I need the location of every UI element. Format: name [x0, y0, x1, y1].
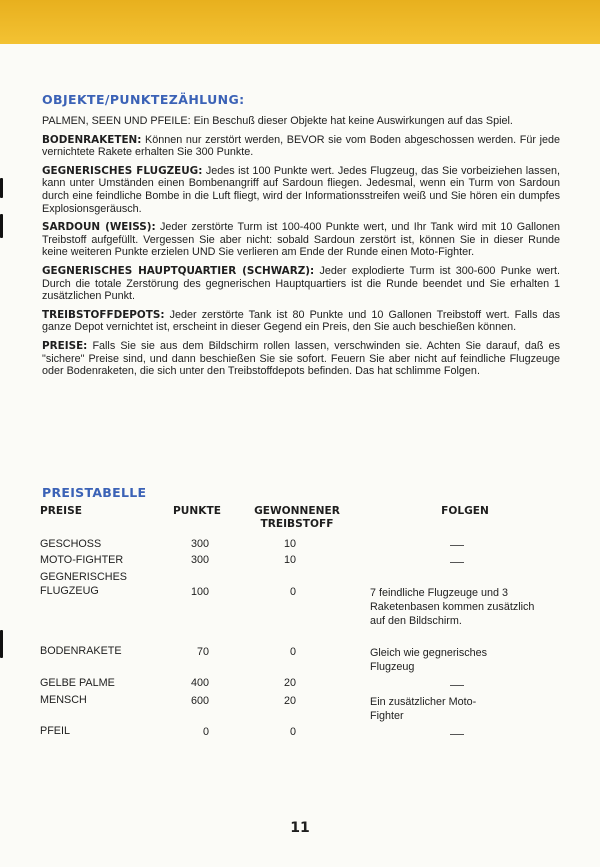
section-title: OBJEKTE/PUNKTEZÄHLUNG:	[42, 92, 245, 107]
prize-cell: BODENRAKETE	[40, 645, 122, 657]
fuel-cell: 0	[289, 586, 296, 598]
points-cell: 600	[190, 695, 209, 707]
paragraph-sardoun: SARDOUN (WEISS): Jeder zerstörte Turm ist 100-400 Punkte wert, und Ihr Tank wird mit 10 Gallonen Treibstoff aufgefüllt. Vergessen Sie aber nicht: sobald Sardoun zerstört ist, können Sie in dieser Runde keine weiteren Punkte erzielen UND Sie verlieren am Ende der Runde einen Moto-Fighter.	[42, 221, 560, 259]
prize-cell: PFEIL	[40, 725, 71, 737]
top-color-band	[0, 0, 600, 44]
binding-mark	[0, 630, 3, 658]
points-cell: 300	[190, 538, 209, 550]
prize-cell: GEGNERISCHES FLUGZEUG	[40, 571, 127, 597]
consequences-dash	[450, 562, 464, 563]
fuel-cell: 20	[283, 695, 296, 707]
paragraph-hauptquartier: GEGNERISCHES HAUPTQUARTIER (SCHWARZ): Jeder explodierte Turm ist 300-600 Punke wert. Durch die totale Zerstörung des gegnerischen Hauptquartiers ist die Runde beendet und Sie erhalten 1 zusätzlichen Punkt.	[42, 264, 560, 303]
fuel-cell: 10	[283, 554, 296, 566]
fuel-cell: 10	[283, 538, 296, 550]
paragraph-treibstoffdepots: TREIBSTOFFDEPOTS: Jeder zerstörte Tank ist 80 Punkte und 10 Gallonen Treibstoff wert. Falls das ganze Depot vernichtet ist, erscheint in dieser Gegend ein Preis, den Sie auch beschießen können.	[42, 308, 560, 334]
points-cell: 100	[190, 586, 209, 598]
paragraph-bodenraketen: BODENRAKETEN: Können nur zerstört werden, BEVOR sie vom Boden abgeschossen werden. Für jede vernichtete Rakete erhalten Sie 300 Punkte.	[42, 133, 560, 159]
fuel-cell: 0	[289, 726, 296, 738]
binding-mark	[0, 214, 3, 238]
binding-mark	[0, 178, 3, 198]
prize-cell: GESCHOSS	[40, 538, 102, 550]
header-consequences: FOLGEN	[441, 505, 489, 517]
header-fuel: GEWONNENER TREIBSTOFF	[254, 505, 340, 530]
consequences-cell: Ein zusätzlicher Moto-Fighter	[370, 696, 477, 722]
scoring-section	[40, 92, 560, 384]
price-table-title: PREISTABELLE	[42, 485, 147, 500]
page-number: 11	[290, 820, 310, 836]
consequences-cell: Gleich wie gegnerisches Flugzeug	[370, 647, 488, 673]
prize-cell: MOTO-FIGHTER	[40, 554, 124, 566]
paragraph-palmen: PALMEN, SEEN UND PFEILE: Ein Beschuß dieser Objekte hat keine Auswirkungen auf das Spiel.	[42, 115, 513, 127]
header-prize: PREISE	[40, 505, 82, 517]
fuel-cell: 0	[289, 646, 296, 658]
paragraph-flugzeug: GEGNERISCHES FLUGZEUG: Jedes ist 100 Punkte wert. Jedes Flugzeug, das Sie vorbeiziehen lassen, kann unter Umständen einen Bombenangriff auf Sardoun fliegen. Jedesmal, wenn ein Turm von Sardoun durch eine feindliche Bombe in die Luft fliegt, wird der Informationsstreifen weiß und Sie hören ein dumpfes Explosionsgeräusch.	[42, 164, 560, 215]
points-cell: 300	[190, 554, 209, 566]
consequences-dash	[450, 734, 464, 735]
fuel-cell: 20	[283, 677, 296, 689]
consequences-cell: 7 feindliche Flugzeuge und 3 Raketenbasen kommen zusätzlich auf den Bildschirm.	[370, 587, 535, 627]
header-points: PUNKTE	[173, 505, 221, 517]
points-cell: 0	[202, 726, 209, 738]
consequences-dash	[450, 545, 464, 546]
prize-cell: GELBE PALME	[40, 677, 115, 689]
consequences-dash	[450, 685, 464, 686]
points-cell: 70	[196, 646, 209, 658]
paragraph-preise: PREISE: Falls Sie sie aus dem Bildschirm rollen lassen, verschwinden sie. Achten Sie darauf, daß es "sichere" Preise sind, und dann beschießen Sie sie sofort. Feuern Sie aber nicht auf feindliche Flugzeuge oder Bodenraketen, die sich unter den Treibstoffdepots befinden. Das hat schlimme Folgen.	[42, 339, 560, 378]
prize-cell: MENSCH	[40, 694, 87, 706]
points-cell: 400	[190, 677, 209, 689]
